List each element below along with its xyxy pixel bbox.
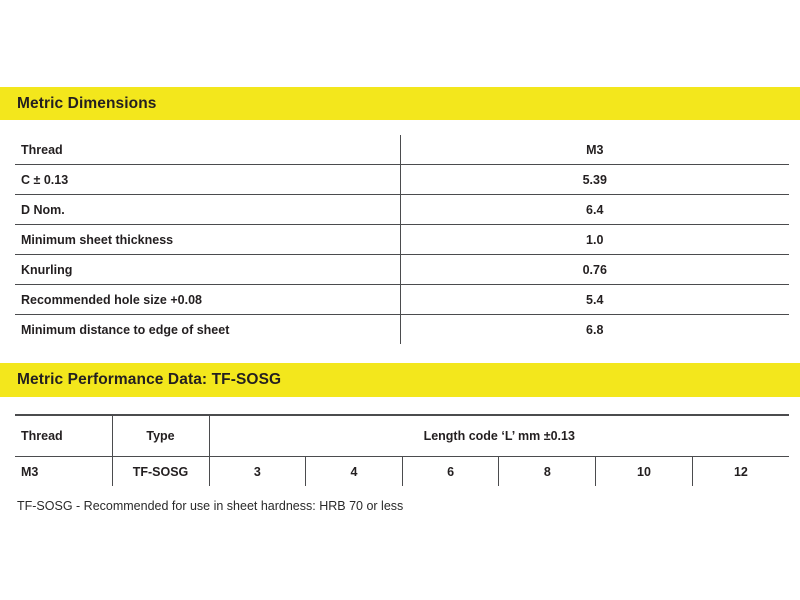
- row-value-c: 5.39: [400, 165, 789, 195]
- table-row: [15, 195, 789, 225]
- table-header-row: [15, 415, 789, 457]
- cell-length-1: 4: [306, 457, 403, 487]
- row-value-d-nom: 6.4: [400, 195, 789, 225]
- row-value-thread: M3: [400, 135, 789, 165]
- col-header-thread: Thread: [15, 415, 112, 457]
- row-label-knurling: Knurling: [15, 255, 400, 285]
- cell-type: TF-SOSG: [112, 457, 209, 487]
- section1-title: Metric Dimensions: [17, 94, 157, 112]
- row-label-c: C ± 0.13: [15, 165, 400, 195]
- footnote: TF-SOSG - Recommended for use in sheet hardness: HRB 70 or less: [17, 499, 404, 513]
- table-row: [15, 315, 789, 345]
- row-label-thread: Thread: [15, 135, 400, 165]
- cell-length-4: 10: [596, 457, 693, 487]
- table-row: [15, 165, 789, 195]
- section-header-metric-dimensions: [0, 87, 800, 120]
- section-header-metric-performance: [0, 363, 800, 397]
- cell-thread: M3: [15, 457, 112, 487]
- table-row: [15, 135, 789, 165]
- cell-length-0: 3: [209, 457, 306, 487]
- cell-length-5: 12: [733, 464, 748, 479]
- row-value-rec-hole-size: 5.4: [400, 285, 789, 315]
- row-value-knurling: 0.76: [400, 255, 789, 285]
- col-header-length-code: Length code ‘L’ mm ±0.13: [209, 415, 789, 457]
- row-label-min-sheet-thickness: Minimum sheet thickness: [15, 225, 400, 255]
- cell-length-2: 6: [402, 457, 499, 487]
- metric-dimensions-table: [15, 135, 789, 344]
- table-row: [15, 255, 789, 285]
- col-header-type: Type: [112, 415, 209, 457]
- row-label-d-nom: D Nom.: [15, 195, 400, 225]
- cell-length-3: 8: [499, 457, 596, 487]
- table-data-row: [15, 457, 789, 487]
- row-value-min-sheet-thickness: 1.0: [400, 225, 789, 255]
- section2-title: Metric Performance Data: TF-SOSG: [17, 371, 282, 388]
- table-row: [15, 225, 789, 255]
- row-label-rec-hole-size: Recommended hole size +0.08: [15, 285, 400, 315]
- metric-performance-table: [15, 414, 789, 486]
- row-label-min-distance-edge: Minimum distance to edge of sheet: [15, 315, 400, 345]
- row-value-min-distance-edge: 6.8: [586, 322, 604, 337]
- table-row: [15, 285, 789, 315]
